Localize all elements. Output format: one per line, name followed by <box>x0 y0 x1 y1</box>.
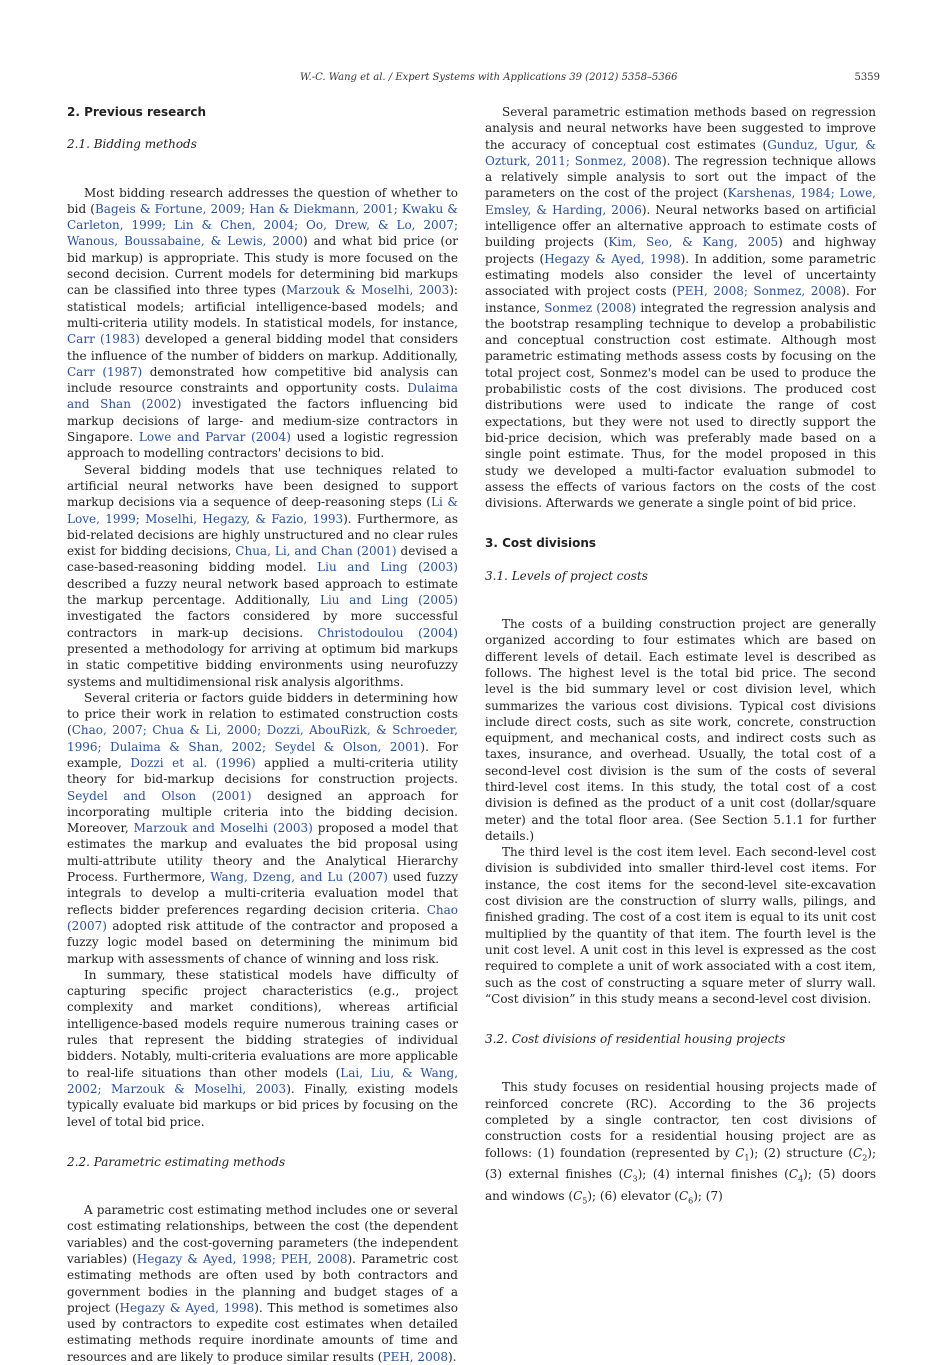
citation-link[interactable]: PEH, 2008; Sonmez, 2008 <box>676 284 842 299</box>
citation-link[interactable]: Dulaima and Shan (2002) <box>67 381 458 412</box>
running-header <box>300 72 880 83</box>
citation-link[interactable]: Marzouk & Moselhi, 2003 <box>286 283 450 298</box>
paragraph: Most bidding research addresses the question of whether to bid (Bageis & Fortune, 2009; Han & Diekmann, 2001; Kwaku & Carleton, 1999; Lin & Chen, 2004; Oo, Drew, & Lo, 2007; Wanous, Boussabaine, & Lewis, 2000) and what bid price (or bid markup) is appropriate. This study is more focused on the second decision. Current models for determining bid markups can be classified into three types (Marzouk & Moselhi, 2003): statistical models; artificial intelligence-based models; and multi-criteria utility models. In statistical models, for instance, Carr (1983) developed a general bidding model that considers the influence of the number of bidders on markup. Additionally, Carr (1987) demonstrated how competitive bid analysis can include resource constraints and opportunity costs. Dulaima and Shan (2002) investigated the factors influencing bid markup decisions of large- and medium-size contractors in Singapore. Lowe and Parvar (2004) used a logistic regression approach to modelling contractors' decisions to bid. <box>67 185 458 461</box>
paragraph: The third level is the cost item level. Each second-level cost division is subdivided into smaller third-level cost items. For instance, the cost items for the second-level site-excavation cost division are the construction of slurry walls, pilings, and finished grading. The cost of a cost item is equal to its unit cost multiplied by the quantity of that item. The fourth level is the unit cost level. A unit cost in this level is expressed as the cost required to complete a unit of work associated with a cost item, such as the cost of constructing a square meter of slurry wall. “Cost division” in this study means a second-level cost division. <box>485 845 876 1006</box>
section-heading: 2. Previous research <box>67 105 206 119</box>
citation-link[interactable]: Marzouk and Moselhi (2003) <box>133 821 313 836</box>
citation-link[interactable]: Carr (1987) <box>67 364 143 379</box>
citation-link[interactable]: Lowe and Parvar (2004) <box>138 430 291 445</box>
citation-link[interactable]: Wang, Dzeng, and Lu (2007) <box>210 870 388 885</box>
section-heading: 3. Cost divisions <box>485 536 597 551</box>
citation-link[interactable]: Li & Love, 1999; Moselhi, Hegazy, & Fazio, 1993 <box>67 495 459 526</box>
left-column <box>67 104 458 1365</box>
citation-link[interactable]: Chua, Li, and Chan (2001) <box>235 544 397 559</box>
running-title: W.-C. Wang et al. / Expert Systems with Applications 39 (2012) 5358–5366 <box>300 72 678 83</box>
subsection-heading: 2.2. Parametric estimating methods <box>67 1154 286 1169</box>
subsection-heading: 3.1. Levels of project costs <box>485 568 648 583</box>
citation-link[interactable]: Carr (1983) <box>67 332 140 347</box>
citation-link[interactable]: Hegazy & Ayed, 1998; PEH, 2008 <box>136 1252 348 1266</box>
citation-link[interactable]: Chao, 2007; Chua & Li, 2000; Dozzi, AbouRizk, & Schroeder, 1996; Dulaima & Shan, 2002; Seydel & Olson, 2001 <box>67 723 458 754</box>
citation-link[interactable]: Bageis & Fortune, 2009; Han & Diekmann, 2001; Kwaku & Carleton, 1999; Lin & Chen, 2004; Oo, Drew, & Lo, 2007; Wanous, Boussabaine, & Lewis, 2000 <box>67 201 458 249</box>
citation-link[interactable]: Chao (2007) <box>67 902 458 933</box>
citation-link[interactable]: Kim, Seo, & Kang, 2005 <box>608 235 779 250</box>
citation-link[interactable]: PEH, 2008 <box>382 1349 448 1364</box>
paragraph: Several bidding models that use techniques related to artificial neural networks have been designed to support markup decisions via a sequence of deep-reasoning steps (Li & Love, 1999; Moselhi, Hegazy, & Fazio, 1993). Furthermore, as bid-related decisions are highly unstructured and no clear rules exist for bidding decisions, Chua, Li, and Chan (2001) devised a case-based-reasoning bidding model. Liu and Ling (2003) described a fuzzy neural network based approach to estimate the markup percentage. Additionally, Liu and Ling (2005) investigated the factors considered by more successful contractors in mark-up decisions. Christodoulou (2004) presented a methodology for arriving at optimum bid markups in static competitive bidding environments using neurofuzzy systems and multidimensional risk analysis algorithms. <box>67 462 459 689</box>
page-number: 5359 <box>854 72 880 83</box>
citation-link[interactable]: Dozzi et al. (1996) <box>130 755 256 770</box>
paragraph: This study focuses on residential housing projects made of reinforced concrete (RC). According to the 36 projects completed by a single contractor, ten cost divisions of construction costs for a residential housing project are as follows: (1) foundation (represented by $C_1$); (2) structure $(C_2)$; (3) external finishes $(C_3)$; (4) internal finishes $(C_4)$; (5) doors and windows $(C_5)$; (6) elevator $(C_6)$; (7) <box>485 1080 877 1206</box>
citation-link[interactable]: Seydel and Olson (2001) <box>67 788 252 803</box>
paragraph: Several parametric estimation methods based on regression analysis and neural networks have been suggested to improve the accuracy of conceptual cost estimates (Gunduz, Ugur, & Ozturk, 2011; Sonmez, 2008). The regression technique allows a relatively simple analysis to sort out the impact of the parameters on the cost of the project (Karshenas, 1984; Lowe, Emsley, & Harding, 2006). Neural networks based on artificial intelligence offer an alternative approach to estimate costs of building projects (Kim, Seo, & Kang, 2005) and highway projects (Hegazy & Ayed, 1998). In addition, some parametric estimating models also consider the level of uncertainty associated with project costs (PEH, 2008; Sonmez, 2008). For instance, Sonmez (2008) integrated the regression analysis and the bootstrap resampling technique to develop a probabilistic and conceptual construction cost estimate. Although most parametric estimating methods assess costs by focusing on the total project cost, Sonmez's model can be used to produce the probabilistic costs of the cost divisions. The produced cost distributions were used to indicate the range of cost expectations, but they were not used to directly support the bid-price decision, which was preferably made based on a single point estimate. Thus, for the model proposed in this study we developed a multi-factor evaluation submodel to assess the effects of various factors on the costs of the cost divisions. Afterwards we generate a single point of bid price. <box>485 105 877 511</box>
subsection-heading: 2.1. Bidding methods <box>67 137 197 152</box>
citation-link[interactable]: Christodoulou (2004) <box>317 625 458 640</box>
citation-link[interactable]: Lai, Liu, & Wang, 2002; Marzouk & Moselhi, 2003 <box>67 1065 459 1096</box>
citation-link[interactable]: Gunduz, Ugur, & Ozturk, 2011; Sonmez, 2008 <box>485 137 876 168</box>
citation-link[interactable]: Liu and Ling (2003) <box>317 560 458 575</box>
paragraph: The costs of a building construction project are generally organized according to four estimates which are based on different levels of detail. Each estimate level is described as follows. The highest level is the total bid price. The second level is the bid summary level or cost division level, which summarizes the various cost divisions. Typical cost divisions include direct costs, such as site work, concrete, construction equipment, and mechanical costs, and indirect costs such as taxes, insurance, and overhead. Usually, the total cost of a second-level cost division is the sum of the costs of several third-level cost items. In this study, the total cost of a cost division is defined as the product of a unit cost (dollar/square meter) and the total floor area. (See Section 5.1.1 for further details.) <box>485 617 876 843</box>
citation-link[interactable]: Sonmez (2008) <box>544 300 637 315</box>
citation-link[interactable]: Hegazy & Ayed, 1998 <box>119 1300 255 1315</box>
citation-link[interactable]: Hegazy & Ayed, 1998 <box>544 251 681 266</box>
citation-link[interactable]: Liu and Ling (2005) <box>319 593 458 608</box>
subsection-heading: 3.2. Cost divisions of residential housing projects <box>485 1032 786 1047</box>
paragraph: A parametric cost estimating method includes one or several cost estimating relationships, between the cost (the dependent variables) and the cost-governing parameters (the independent variables) (Hegazy & Ayed, 1998; PEH, 2008). Parametric cost estimating methods are often used by both contractors and government bodies in the planning and budget stages of a project (Hegazy & Ayed, 1998). This method is sometimes also used by contractors to expedite cost estimates when detailed estimating methods require inordinate amounts of time and resources and are likely to produce similar results (PEH, 2008). <box>67 1203 458 1364</box>
paragraph: In summary, these statistical models have difficulty of capturing specific project characteristics (e.g., project complexity and market conditions), whereas artificial intelligence-based models require numerous training cases or rules that represent the bidding strategies of individual bidders. Notably, multi-criteria evaluations are more applicable to real-life situations than other models (Lai, Liu, & Wang, 2002; Marzouk & Moselhi, 2003). Finally, existing models typically evaluate bid markups or bid prices by focusing on the level of total bid price. <box>67 967 459 1129</box>
citation-link[interactable]: Karshenas, 1984; Lowe, Emsley, & Harding, 2006 <box>485 186 876 217</box>
paragraph: Several criteria or factors guide bidders in determining how to price their work in relation to estimated construction costs (Chao, 2007; Chua & Li, 2000; Dozzi, AbouRizk, & Schroeder, 1996; Dulaima & Shan, 2002; Seydel & Olson, 2001). For example, Dozzi et al. (1996) applied a multi-criteria utility theory for bid-markup decisions for construction projects. Seydel and Olson (2001) designed an approach for incorporating multiple criteria into the bidding decision. Moreover, Marzouk and Moselhi (2003) proposed a model that estimates the markup and evaluates the bid proposal using multi-attribute utility theory and the Analytical Hierarchy Process. Furthermore, Wang, Dzeng, and Lu (2007) used fuzzy integrals to develop a multi-criteria evaluation model that reflects bidder preferences regarding decision criteria. Chao (2007) adopted risk attitude of the contractor and proposed a fuzzy logic model based on determining the minimum bid markup with assessments of chance of winning and loss risk. <box>67 690 459 966</box>
right-column <box>485 104 876 1210</box>
